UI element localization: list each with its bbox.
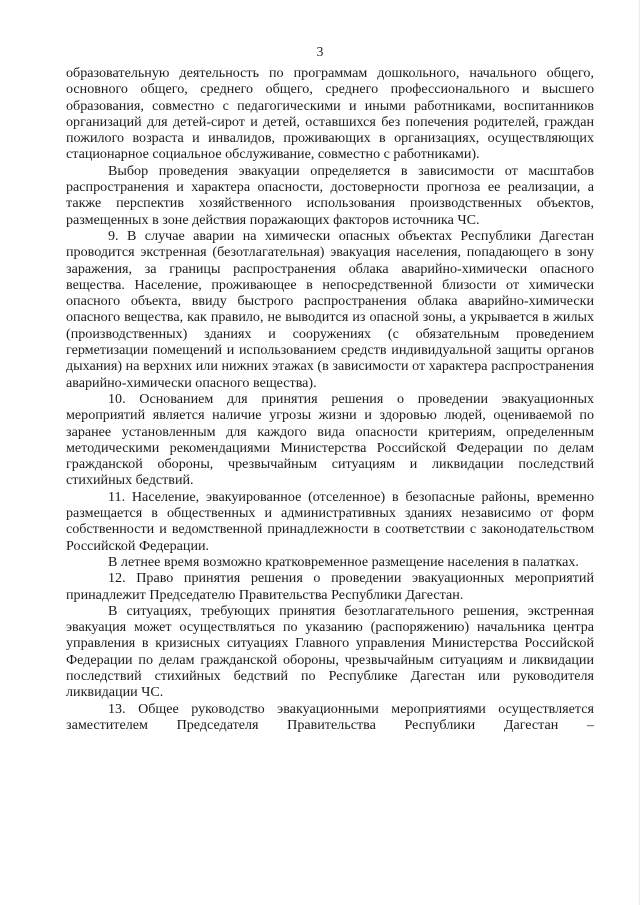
paragraph-item-11: 11. Население, эвакуированное (отселенное) в безопасные районы, временно размещается в общественных и административных зданиях независимо от форм собственности и ведомственной принадлежности в соответствии с законодательством Российской Федерации. xyxy=(66,488,594,554)
document-body xyxy=(66,65,594,733)
paragraph-item-9: 9. В случае аварии на химически опасных объектах Республики Дагестан проводится экстренная (безотлагательная) эвакуация населения, попадающего в зону заражения, за границы распространения облака аварийно-химически опасного вещества. Население, проживающее в непосредственной близости от химически опасного объекта, ввиду быстрого распространения облака аварийно-химически опасного вещества, как правило, не выводится из опасной зоны, а укрывается в жилых (производственных) зданиях и сооружениях (с обязательным проведением герметизации помещений и использованием средств индивидуальной защиты органов дыхания) на верхних или нижних этажах (в зависимости от характера распространения аварийно-химически опасного вещества). xyxy=(66,227,594,391)
paragraph-continuation: образовательную деятельность по программам дошкольного, начального общего, основного общего, среднего общего, среднего профессионального и высшего образования, совместно с педагогическими и иными работниками, воспитанников организаций для детей-сирот и детей, оставшихся без попечения родителей, граждан пожилого возраста и инвалидов, проживающих в организациях, осуществляющих стационарное социальное обслуживание, совместно с работниками). xyxy=(66,65,594,163)
paragraph-summer-tents: В летнее время возможно кратковременное размещение населения в палатках. xyxy=(108,553,579,570)
paragraph-item-12: 12. Право принятия решения о проведении эвакуационных мероприятий принадлежит Председателю Правительства Республики Дагестан. xyxy=(66,570,594,603)
paragraph-evacuation-choice: Выбор проведения эвакуации определяется в зависимости от масштабов распространения и характера опасности, достоверности прогноза ее реализации, а также перспектив хозяйственного использования производственных объектов, размещенных в зоне действия поражающих факторов источника ЧС. xyxy=(66,162,594,228)
page-number: 3 xyxy=(316,44,324,59)
paragraph-item-13: 13. Общее руководство эвакуационными мероприятиями осуществляется заместителем Председателя Правительства Республики Дагестан – xyxy=(66,700,594,733)
paragraph-urgent-evacuation: В ситуациях, требующих принятия безотлагательного решения, экстренная эвакуация может осуществляться по указанию (распоряжению) начальника центра управления в кризисных ситуациях Главного управления Министерства Российской Федерации по делам гражданской обороны, чрезвычайным ситуациям и ликвидации последствий стихийных бедствий по Республике Дагестан или руководителя ликвидации ЧС. xyxy=(66,602,594,701)
paragraph-item-10: 10. Основанием для принятия решения о проведении эвакуационных мероприятий является наличие угрозы жизни и здоровью людей, оцениваемой по заранее установленным для каждого вида опасности критериям, определенным методическими рекомендациями Министерства Российской Федерации по делам гражданской обороны, чрезвычайным ситуациям и ликвидации последствий стихийных бедствий. xyxy=(66,390,594,489)
